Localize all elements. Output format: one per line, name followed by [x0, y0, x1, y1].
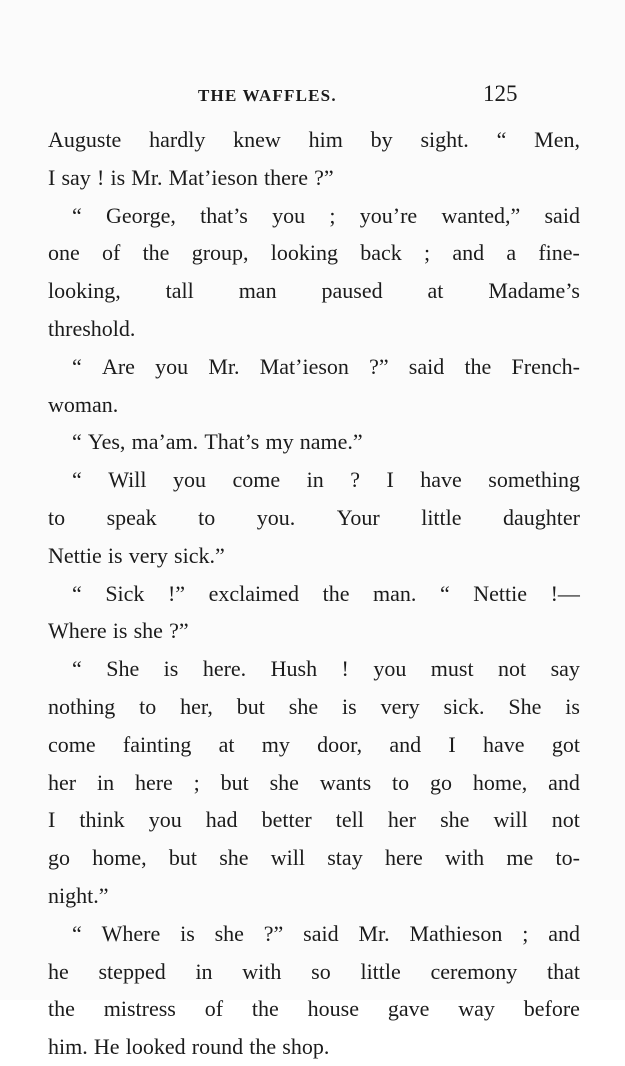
text-line-13 [48, 575, 580, 613]
word: George, [106, 202, 176, 228]
word: to [198, 504, 216, 530]
word: house [307, 996, 359, 1022]
word: !— [550, 580, 580, 606]
word: will [493, 807, 528, 833]
word: is [180, 920, 195, 946]
word: ; [193, 769, 200, 795]
text-line-25 [48, 1028, 580, 1066]
word: stay [327, 845, 363, 871]
word: but [168, 845, 197, 871]
word: said [303, 920, 339, 946]
word: one [48, 240, 80, 266]
word: here [134, 769, 173, 795]
word: man. [373, 580, 417, 606]
word: looked [125, 1034, 186, 1060]
word: sick. [443, 693, 485, 719]
word: Mat’ieson [168, 164, 258, 190]
text-line-11 [48, 499, 580, 537]
word: looking [270, 240, 338, 266]
word: she [288, 693, 319, 719]
word: not [498, 656, 527, 682]
word: woman. [48, 391, 119, 417]
word: him. [48, 1034, 88, 1060]
word: Mathieson [409, 920, 503, 946]
word: the [249, 1034, 277, 1060]
word: her, [180, 693, 213, 719]
word: That’s [204, 429, 260, 455]
word: little [360, 958, 401, 984]
word: I [48, 164, 56, 190]
word: and [548, 769, 580, 795]
word: before [523, 996, 580, 1022]
word: said [544, 202, 580, 228]
word: me [506, 845, 534, 871]
word: she [133, 618, 163, 644]
word: tall [165, 278, 194, 304]
word: Where [48, 618, 107, 644]
word: here. [202, 656, 247, 682]
word: gave [387, 996, 430, 1022]
word: think [79, 807, 125, 833]
word: “ [439, 580, 450, 606]
word: you [272, 202, 306, 228]
word: mistress [103, 996, 176, 1022]
word: “ [72, 580, 82, 606]
word: Yes, [87, 429, 126, 455]
word: wanted,” [441, 202, 521, 228]
word: “ [72, 920, 82, 946]
word: her [387, 807, 416, 833]
word: nothing [48, 693, 116, 719]
word: ; [329, 202, 336, 228]
word: ! [96, 164, 105, 190]
word: you [148, 807, 182, 833]
word: that’s [200, 202, 248, 228]
text-line-7 [48, 348, 580, 386]
word: Mr. [358, 920, 390, 946]
text-line-9 [48, 423, 580, 461]
text-line-6 [48, 310, 580, 348]
word: fainting [122, 731, 192, 757]
word: Hush [270, 656, 318, 682]
word: knew [233, 127, 281, 152]
word: “ [72, 202, 82, 228]
word: here [384, 845, 423, 871]
word: Nettie [473, 580, 528, 606]
word: Mr. [208, 353, 240, 379]
word: “ [72, 656, 82, 682]
word: you’re [359, 202, 418, 228]
text-line-4 [48, 234, 580, 272]
word: Madame’s [488, 278, 580, 304]
word: Mat’ieson [259, 353, 349, 379]
word: must [430, 656, 474, 682]
word: my [265, 429, 294, 455]
word: you [172, 467, 206, 493]
word: is [341, 693, 357, 719]
word: “ [72, 429, 82, 455]
word: the [48, 996, 75, 1022]
word: Auguste [48, 127, 122, 152]
word: stepped [98, 958, 166, 984]
word: is [107, 542, 123, 568]
word: of [102, 240, 121, 266]
word: ?” [369, 353, 389, 379]
word: Nettie [48, 542, 102, 568]
word: She [508, 693, 542, 719]
word: Where [101, 920, 161, 946]
word: is [163, 656, 179, 682]
word: with [242, 958, 282, 984]
word: home, [472, 769, 528, 795]
word: to [392, 769, 410, 795]
word: shop. [282, 1034, 330, 1060]
word: !” [167, 580, 186, 606]
running-header-title: THE WAFFLES. [198, 86, 337, 105]
word: way [458, 996, 495, 1022]
word: round [191, 1034, 244, 1060]
word: said [408, 353, 445, 379]
body-text [48, 121, 580, 1066]
word: is [110, 164, 126, 190]
word: looking, [48, 278, 121, 304]
word: him [308, 127, 343, 152]
word: to [48, 504, 66, 530]
word: hardly [149, 127, 206, 152]
word: that [546, 958, 580, 984]
text-line-1 [48, 121, 580, 159]
word: Will [108, 467, 147, 493]
word: ! [341, 656, 349, 682]
word: better [261, 807, 312, 833]
word: back [360, 240, 402, 266]
word: night.” [48, 882, 109, 908]
word: exclaimed [208, 580, 300, 606]
word: ceremony [430, 958, 518, 984]
word: so [311, 958, 331, 984]
word: “ [496, 127, 507, 152]
word: she [269, 769, 299, 795]
word: but [220, 769, 249, 795]
word: she [440, 807, 470, 833]
word: with [445, 845, 485, 871]
word: you [155, 353, 189, 379]
word: and [389, 731, 422, 757]
word: in [306, 467, 324, 493]
word: ; [423, 240, 431, 266]
word: ?” [314, 164, 334, 190]
word: Sick [105, 580, 145, 606]
text-line-21 [48, 877, 580, 915]
word: at [218, 731, 235, 757]
word: you [373, 656, 407, 682]
text-line-24 [48, 990, 580, 1028]
text-line-20 [48, 839, 580, 877]
word: and [452, 240, 485, 266]
word: fine- [538, 240, 580, 266]
word: paused [321, 278, 383, 304]
word: she [219, 845, 249, 871]
word: go [429, 769, 452, 795]
word: group, [191, 240, 249, 266]
word: ? [350, 467, 360, 493]
word: French- [511, 353, 580, 379]
word: and [548, 920, 580, 946]
word: very [128, 542, 168, 568]
word: but [236, 693, 265, 719]
text-line-19 [48, 801, 580, 839]
word: come [232, 467, 281, 493]
word: I [48, 807, 56, 833]
word: Are [101, 353, 135, 379]
text-line-17 [48, 726, 580, 764]
word: of [204, 996, 224, 1022]
text-line-10 [48, 461, 580, 499]
text-line-8 [48, 386, 580, 424]
word: had [205, 807, 238, 833]
word: by [370, 127, 393, 152]
text-line-2 [48, 159, 580, 197]
word: very [380, 693, 420, 719]
word: he [48, 958, 69, 984]
text-line-5 [48, 272, 580, 310]
word: name.” [299, 429, 363, 455]
word: the [251, 996, 279, 1022]
text-line-22 [48, 915, 580, 953]
word: will [270, 845, 306, 871]
word: Mr. [131, 164, 163, 190]
text-line-16 [48, 688, 580, 726]
word: you. [256, 504, 296, 530]
word: say [61, 164, 91, 190]
word: have [483, 731, 525, 757]
word: there [264, 164, 308, 190]
text-line-15 [48, 650, 580, 688]
word: have [420, 467, 462, 493]
word: “ [72, 353, 82, 379]
word: is [112, 618, 128, 644]
word: her [48, 769, 77, 795]
text-line-23 [48, 953, 580, 991]
word: got [551, 731, 580, 757]
word: sight. [420, 127, 469, 152]
text-line-18 [48, 764, 580, 802]
word: She [106, 656, 140, 682]
word: to [139, 693, 157, 719]
word: at [427, 278, 444, 304]
word: my [261, 731, 290, 757]
word: go [48, 845, 70, 871]
word: threshold. [48, 315, 136, 341]
text-line-14 [48, 612, 580, 650]
word: door, [317, 731, 363, 757]
word: I [386, 467, 394, 493]
word: the [142, 240, 170, 266]
word: tell [335, 807, 364, 833]
word: she [214, 920, 244, 946]
word: is [565, 693, 580, 719]
word: wants [319, 769, 372, 795]
word: say [550, 656, 580, 682]
word: to- [555, 845, 580, 871]
word: the [464, 353, 492, 379]
text-line-12 [48, 537, 580, 575]
word: I [448, 731, 456, 757]
word: something [488, 467, 580, 493]
page-number: 125 [483, 81, 518, 106]
word: little [421, 504, 462, 530]
text-line-3 [48, 197, 580, 235]
word: ?” [263, 920, 284, 946]
word: He [93, 1034, 120, 1060]
word: ma’am. [131, 429, 199, 455]
word: daughter [503, 504, 580, 530]
word: man [238, 278, 277, 304]
word: in [195, 958, 213, 984]
word: a [506, 240, 517, 266]
word: ?” [169, 618, 189, 644]
word: home, [92, 845, 147, 871]
word: the [322, 580, 350, 606]
word: Your [336, 504, 380, 530]
word: sick.” [174, 542, 225, 568]
word: come [48, 731, 96, 757]
word: “ [72, 467, 82, 493]
word: speak [106, 504, 157, 530]
word: in [96, 769, 115, 795]
word: Men, [534, 127, 580, 152]
word: ; [522, 920, 529, 946]
word: not [551, 807, 580, 833]
